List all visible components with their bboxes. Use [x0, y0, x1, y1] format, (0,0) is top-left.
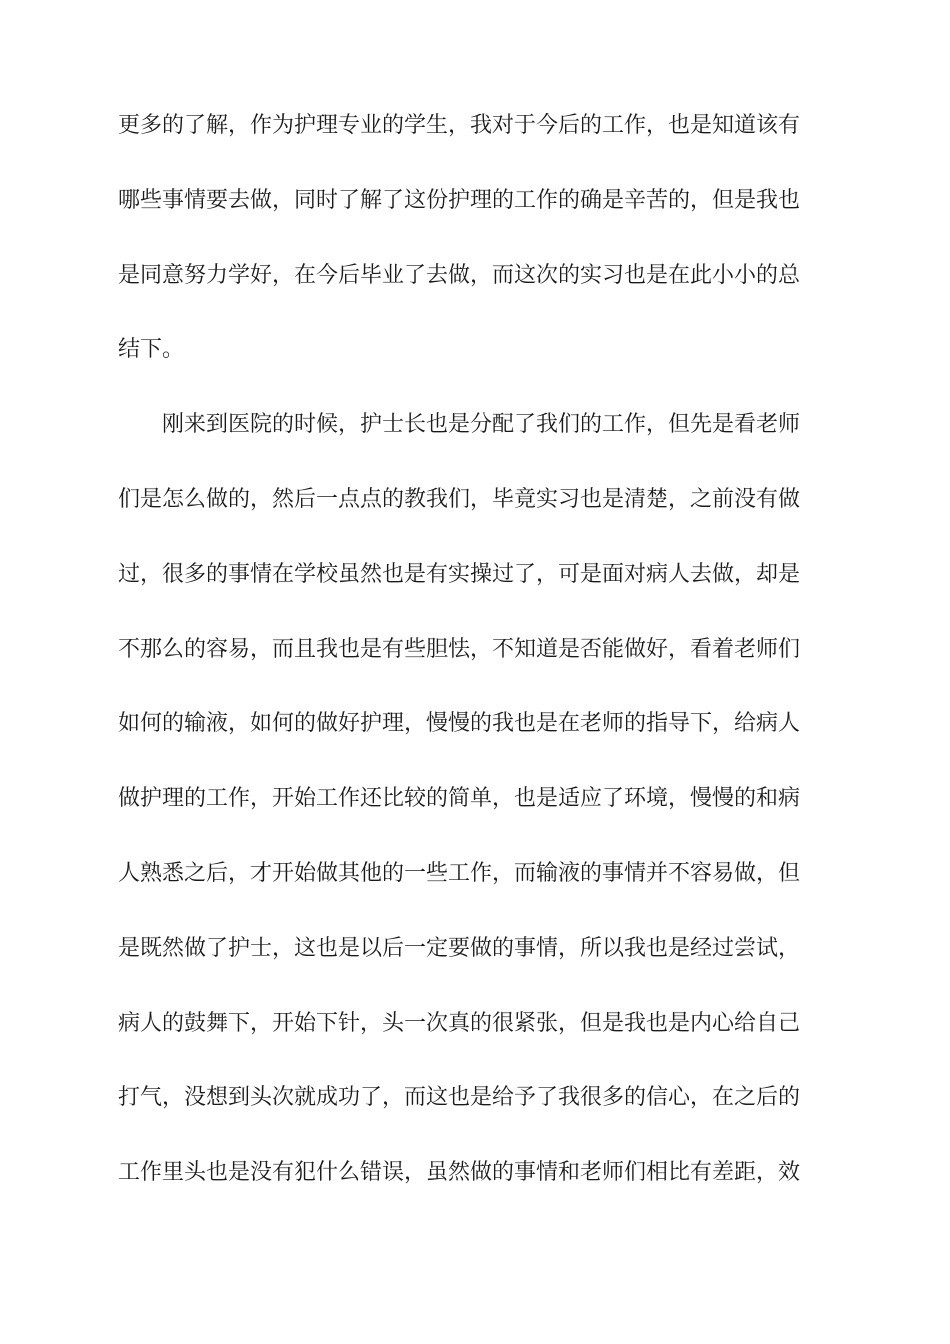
text-line-1: 更多的了解，作为护理专业的学生，我对于今后的工作，也是知道该有 [118, 113, 801, 138]
text-line-13: 病人的鼓舞下，开始下针，头一次真的很紧张，但是我也是内心给自己 [118, 1010, 801, 1036]
text-line-5: 刚来到医院的时候，护士长也是分配了我们的工作，但先是看老师 [162, 412, 801, 438]
text-line-10: 做护理的工作，开始工作还比较的简单，也是适应了环境，慢慢的和病 [118, 786, 801, 812]
text-line-2: 哪些事情要去做，同时了解了这份护理的工作的确是辛苦的，但是我也 [118, 187, 801, 213]
text-line-15: 工作里头也是没有犯什么错误，虽然做的事情和老师们相比有差距，效 [118, 1160, 801, 1186]
text-line-9: 如何的输液，如何的做好护理，慢慢的我也是在老师的指导下，给病人 [118, 711, 801, 737]
text-line-3: 是同意努力学好，在今后毕业了去做，而这次的实习也是在此小小的总 [118, 262, 801, 288]
body-text [118, 89, 818, 1211]
text-line-8: 不那么的容易，而且我也是有些胆怯，不知道是否能做好，看着老师们 [118, 636, 801, 662]
text-line-11: 人熟悉之后，才开始做其他的一些工作，而输液的事情并不容易做，但 [118, 860, 801, 886]
text-line-12: 是既然做了护士，这也是以后一定要做的事情，所以我也是经过尝试， [118, 935, 801, 961]
text-line-4: 结下。 [118, 337, 185, 363]
text-line-7: 过，很多的事情在学校虽然也是有实操过了，可是面对病人去做，却是 [118, 561, 801, 587]
text-line-14: 打气，没想到头次就成功了，而这也是给予了我很多的信心，在之后的 [118, 1085, 801, 1111]
text-line-6: 们是怎么做的，然后一点点的教我们，毕竟实习也是清楚，之前没有做 [118, 486, 801, 512]
